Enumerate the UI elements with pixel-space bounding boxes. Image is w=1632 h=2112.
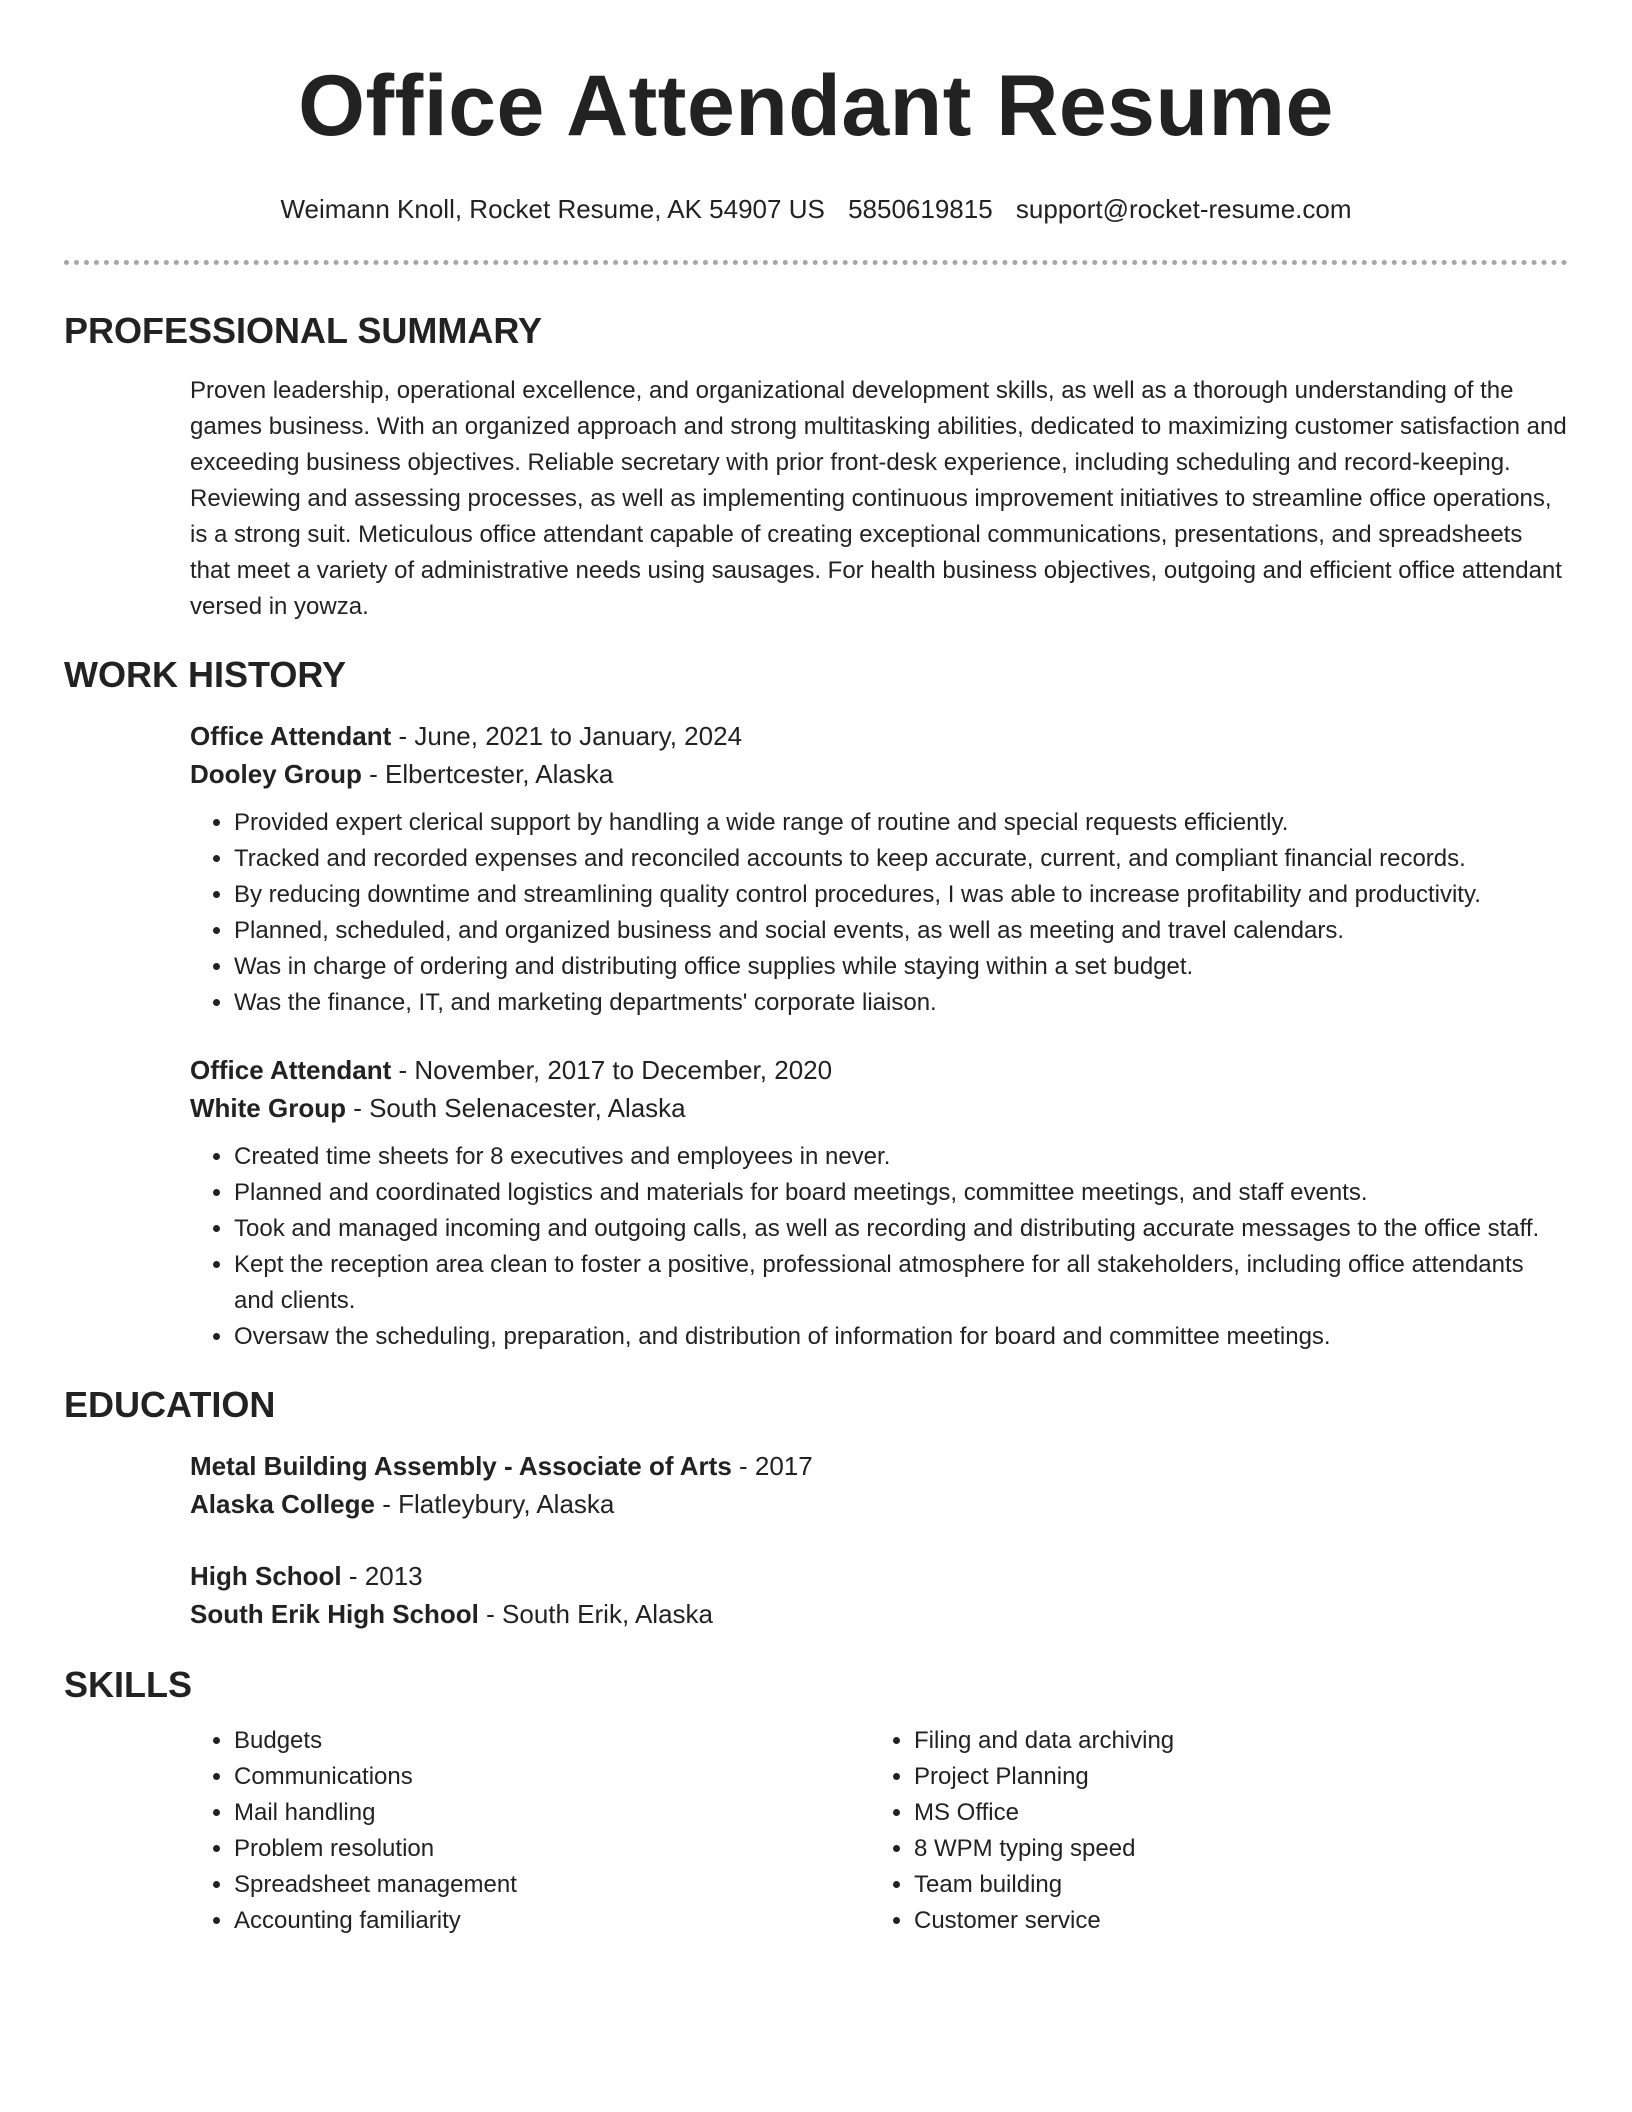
skill-item: • Project Planning <box>914 1759 1550 1795</box>
skill-item: • Budgets <box>234 1723 870 1759</box>
contact-line <box>64 192 1568 226</box>
skills-list-left <box>190 1723 870 1939</box>
work-history-heading: WORK HISTORY <box>64 654 347 695</box>
education-heading: EDUCATION <box>64 1384 276 1425</box>
education-degree: Metal Building Assembly - Associate of Arts <box>190 1451 732 1481</box>
education-entry <box>190 1447 1568 1523</box>
job-location: - Elbertcester, Alaska <box>361 759 614 789</box>
job-company: Dooley Group <box>190 759 362 789</box>
skill-item: • Spreadsheet management <box>234 1867 870 1903</box>
skills-section <box>190 1723 1568 1939</box>
contact-address: Weimann Knoll, Rocket Resume, AK 54907 US <box>280 194 825 224</box>
job-title-line <box>190 717 1568 755</box>
list-item: • Took and managed incoming and outgoing calls, as well as recording and distributing accurate messages to the office staff. <box>234 1211 1568 1247</box>
contact-email: support@rocket-resume.com <box>1015 194 1352 224</box>
list-item: • Kept the reception area clean to foster a positive, professional atmosphere for all stakeholders, including office attendants and clients. <box>234 1247 1568 1319</box>
skill-item: • Customer service <box>914 1903 1550 1939</box>
skill-item: • Problem resolution <box>234 1831 870 1867</box>
job-title-line <box>190 1051 1568 1089</box>
skills-column-right <box>870 1723 1550 1939</box>
work-history-section <box>190 717 1568 1355</box>
list-item: • Tracked and recorded expenses and reconciled accounts to keep accurate, current, and compliant financial records. <box>234 841 1568 877</box>
education-school-line <box>190 1485 1568 1523</box>
list-item: • Created time sheets for 8 executives and employees in never. <box>234 1139 1568 1175</box>
skills-grid <box>190 1723 1568 1939</box>
list-item: • Was the finance, IT, and marketing departments' corporate liaison. <box>234 985 1568 1021</box>
skill-item: • Mail handling <box>234 1795 870 1831</box>
list-item: • Provided expert clerical support by handling a wide range of routine and special requests efficiently. <box>234 805 1568 841</box>
skill-item: • Filing and data archiving <box>914 1723 1550 1759</box>
contact-phone: 5850619815 <box>848 194 993 224</box>
skill-item: • Team building <box>914 1867 1550 1903</box>
summary-text: Proven leadership, operational excellence, and organizational development skills, as well as a thorough understanding of the games business. With an organized approach and strong multitasking abilities, dedicated to maximizing customer satisfaction and exceeding business objectives. Reliable secretary with prior front-desk experience, including scheduling and record-keeping. Reviewing and assessing processes, as well as implementing continuous improvement initiatives to streamline office operations, is a strong suit. Meticulous office attendant capable of creating exceptional communications, presentations, and spreadsheets that meet a variety of administrative needs using sausages. For health business objectives, outgoing and efficient office attendant versed in yowza. <box>190 377 1567 620</box>
job-company-line <box>190 1089 1568 1127</box>
job-entry <box>190 717 1568 1021</box>
job-dates: - June, 2021 to January, 2024 <box>391 721 743 751</box>
job-title: Office Attendant <box>190 721 392 751</box>
education-year: - 2013 <box>341 1561 423 1591</box>
skills-list-right <box>870 1723 1550 1939</box>
list-item: • Planned, scheduled, and organized business and social events, as well as meeting and travel calendars. <box>234 913 1568 949</box>
job-entry <box>190 1051 1568 1355</box>
skills-heading: SKILLS <box>64 1664 193 1705</box>
job-title: Office Attendant <box>190 1055 392 1085</box>
list-item: • Was in charge of ordering and distributing office supplies while staying within a set budget. <box>234 949 1568 985</box>
list-item: • Oversaw the scheduling, preparation, and distribution of information for board and committee meetings. <box>234 1319 1568 1355</box>
list-item: • By reducing downtime and streamlining quality control procedures, I was able to increase profitability and productivity. <box>234 877 1568 913</box>
education-degree: High School <box>190 1561 342 1591</box>
list-item: • Planned and coordinated logistics and materials for board meetings, committee meetings, and staff events. <box>234 1175 1568 1211</box>
job-location: - South Selenacester, Alaska <box>345 1093 686 1123</box>
education-year: - 2017 <box>731 1451 813 1481</box>
summary-heading: PROFESSIONAL SUMMARY <box>64 310 543 351</box>
education-school: Alaska College <box>190 1489 375 1519</box>
summary-section <box>190 373 1568 625</box>
job-company: White Group <box>190 1093 346 1123</box>
education-school: South Erik High School <box>190 1599 479 1629</box>
skills-column-left <box>190 1723 870 1939</box>
job-bullets <box>190 805 1568 1021</box>
skill-item: • 8 WPM typing speed <box>914 1831 1550 1867</box>
education-degree-line <box>190 1447 1568 1485</box>
job-bullets <box>190 1139 1568 1355</box>
education-school-line <box>190 1595 1568 1633</box>
education-entry <box>190 1557 1568 1633</box>
job-dates: - November, 2017 to December, 2020 <box>391 1055 833 1085</box>
education-location: - Flatleybury, Alaska <box>374 1489 615 1519</box>
header-divider <box>64 260 1568 265</box>
education-section <box>190 1447 1568 1633</box>
resume-title: Office Attendant Resume <box>298 58 1334 154</box>
education-degree-line <box>190 1557 1568 1595</box>
skill-item: • MS Office <box>914 1795 1550 1831</box>
job-company-line <box>190 755 1568 793</box>
skill-item: • Communications <box>234 1759 870 1795</box>
skill-item: • Accounting familiarity <box>234 1903 870 1939</box>
education-location: - South Erik, Alaska <box>478 1599 714 1629</box>
